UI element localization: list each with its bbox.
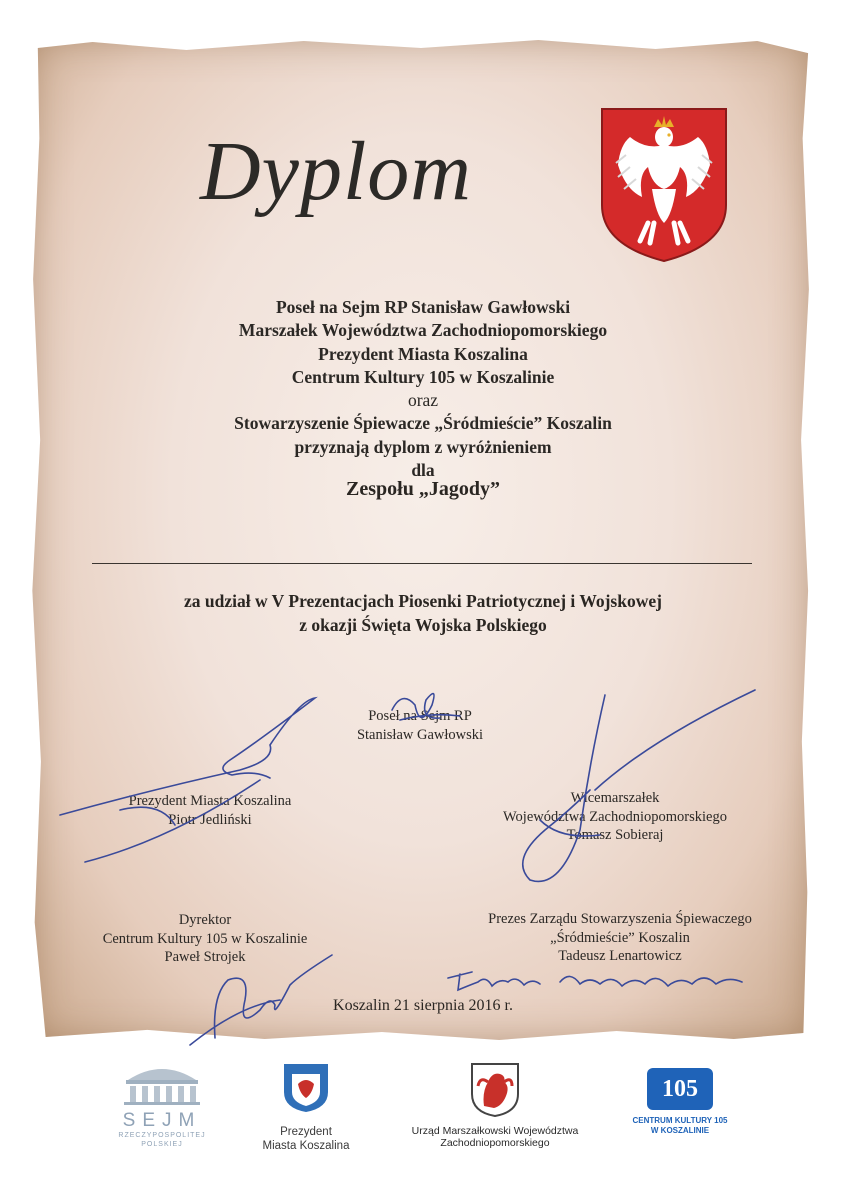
- signatory-org: Centrum Kultury 105 w Koszalinie: [102, 930, 308, 947]
- ck105-line1: CENTRUM KULTURY 105: [632, 1116, 728, 1125]
- sejm-logo-sub2: POLSKIEJ: [141, 1141, 183, 1148]
- signature-wicemarszalek: [523, 690, 755, 881]
- urzad-logo: [400, 1062, 590, 1149]
- issuer-line: Stowarzyszenie Śpiewacze „Śródmieście” Koszalin: [234, 413, 612, 434]
- prezydent-logo: [246, 1062, 366, 1153]
- issuer-line: oraz: [407, 390, 439, 411]
- griffin-crest-icon: [470, 1062, 520, 1118]
- ck105-line2: W KOSZALINIE: [650, 1126, 710, 1135]
- diploma-title: Dyplom: [200, 125, 472, 218]
- signatory-name: Tadeusz Lenartowicz: [558, 948, 682, 964]
- signatory-role: Wicemarszałek: [570, 790, 660, 806]
- sejm-logo-name: SEJM: [122, 1110, 202, 1131]
- signatory-org: „Śródmieście” Koszalin: [550, 929, 690, 946]
- prezydent-logo-line2: Miasta Koszalina: [262, 1140, 350, 1152]
- signatory-org: Województwa Zachodniopomorskiego: [503, 808, 727, 825]
- ck105-number: 105: [662, 1075, 698, 1102]
- issuer-line: Centrum Kultury 105 w Koszalinie: [291, 366, 555, 387]
- signatory-role: Poseł na Sejm RP: [368, 708, 472, 724]
- signature-prezes-handwriting: [448, 972, 742, 990]
- signatory-role: Prezydent Miasta Koszalina: [128, 793, 292, 809]
- place-and-date: Koszalin 21 sierpnia 2016 r.: [333, 997, 513, 1014]
- signature-prezydent: [60, 698, 315, 862]
- urzad-logo-line1: Urząd Marszałkowski Województwa: [411, 1125, 579, 1137]
- signatory-name: Tomasz Sobieraj: [566, 827, 664, 843]
- sejm-logo: [110, 1062, 214, 1149]
- sejm-building-icon: [120, 1062, 204, 1106]
- signatory-name: Paweł Strojek: [164, 949, 246, 965]
- recipient-name: Zespołu „Jagody”: [346, 478, 500, 500]
- signatory-name: Piotr Jedliński: [168, 811, 252, 828]
- ck105-logo: [620, 1068, 740, 1136]
- prezydent-logo-line1: Prezydent: [280, 1126, 332, 1138]
- signatory-role: Prezes Zarządu Stowarzyszenia Śpiewaczego: [488, 911, 752, 927]
- issuer-line: przyznają dyplom z wyróżnieniem: [294, 436, 552, 457]
- issuer-line: Poseł na Sejm RP Stanisław Gawłowski: [275, 297, 571, 317]
- issuer-line: Marszałek Województwa Zachodniopomorskiego: [238, 320, 608, 341]
- issuer-line: Prezydent Miasta Koszalina: [318, 343, 528, 364]
- koszalin-crest-icon: [282, 1062, 330, 1114]
- urzad-logo-line2: Zachodniopomorskiego: [440, 1137, 550, 1149]
- issuer-line: dla: [411, 460, 435, 481]
- ck105-badge: [647, 1068, 713, 1110]
- signature-posel: [392, 694, 460, 720]
- signatory-role: Dyrektor: [178, 912, 232, 928]
- occasion-line-2: z okazji Święta Wojska Polskiego: [299, 615, 547, 635]
- occasion-line-1: za udział w V Prezentacjach Piosenki Patriotycznej i Wojskowej: [184, 591, 662, 611]
- signatory-name: Stanisław Gawłowski: [356, 726, 484, 743]
- sejm-logo-sub1: RZECZYPOSPOLITEJ: [118, 1132, 206, 1139]
